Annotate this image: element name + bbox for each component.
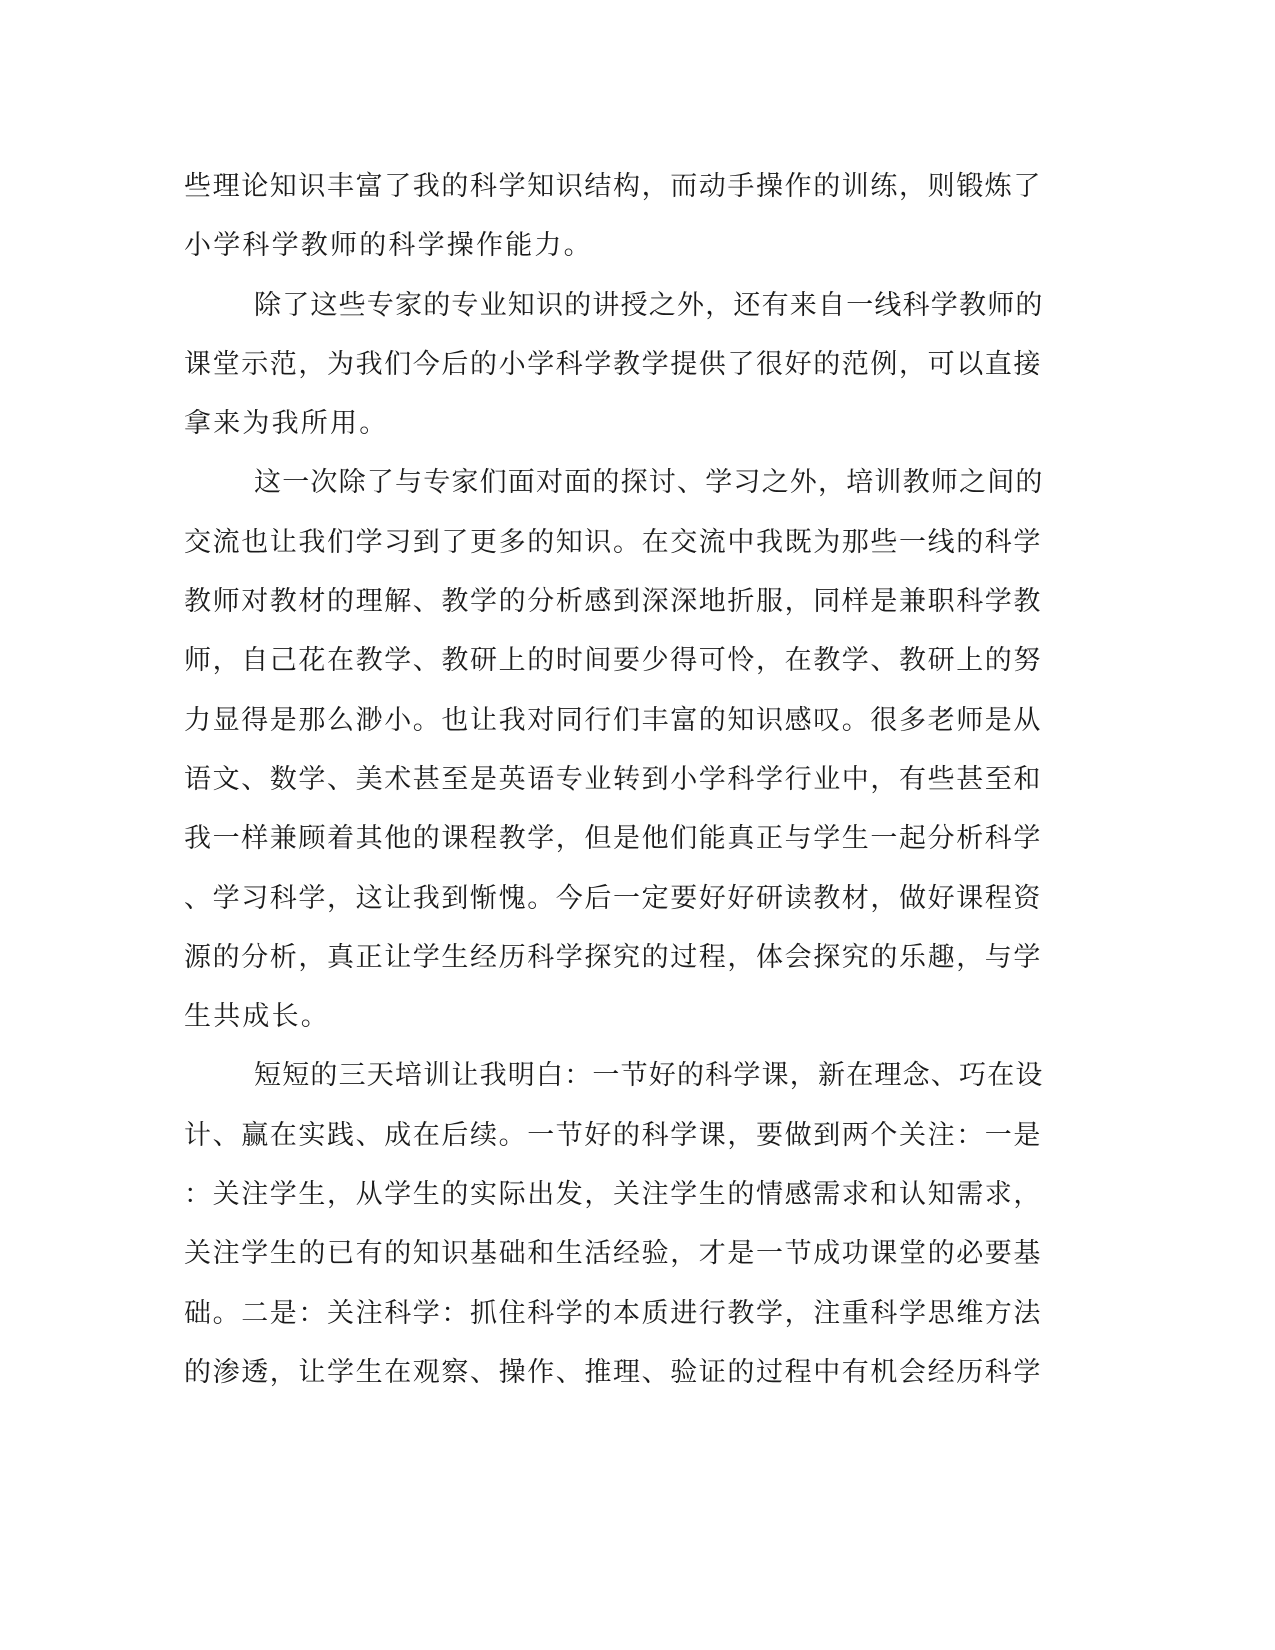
text-line: 些理论知识丰富了我的科学知识结构，而动手操作的训练，则锻炼了	[184, 171, 1042, 202]
paragraph	[184, 453, 1044, 1046]
text-line: 这一次除了与专家们面对面的探讨、学习之外，培训教师之间的	[254, 467, 1044, 499]
text-line: 我一样兼顾着其他的课程教学，但是他们能真正与学生一起分析科学	[184, 823, 1042, 855]
text-line: ：关注学生，从学生的实际出发，关注学生的情感需求和认知需求，	[184, 1179, 1042, 1211]
text-line: 力显得是那么渺小。也让我对同行们丰富的知识感叹。很多老师是从	[184, 704, 1042, 736]
paragraph	[184, 1046, 1044, 1402]
text-line: 课堂示范，为我们今后的小学科学教学提供了很好的范例，可以直接	[184, 348, 1042, 380]
text-line: 计、赢在实践、成在后续。一节好的科学课，要做到两个关注：一是	[184, 1119, 1042, 1151]
text-line: 生共成长。	[184, 1001, 330, 1033]
text-line: 交流也让我们学习到了更多的知识。在交流中我既为那些一线的科学	[184, 526, 1042, 558]
text-line: 除了这些专家的专业知识的讲授之外，还有来自一线科学教师的	[254, 289, 1044, 321]
text-line: 的渗透，让学生在观察、操作、推理、验证的过程中有机会经历科学	[184, 1356, 1042, 1388]
paragraph	[184, 276, 1044, 454]
text-line: 师，自己花在教学、教研上的时间要少得可怜，在教学、教研上的努	[184, 645, 1042, 677]
text-line: 、学习科学，这让我到惭愧。今后一定要好好研读教材，做好课程资	[184, 882, 1042, 914]
text-line: 小学科学教师的科学操作能力。	[184, 230, 593, 262]
paragraph	[184, 157, 1044, 276]
text-line: 短短的三天培训让我明白：一节好的科学课，新在理念、巧在设	[254, 1060, 1044, 1092]
text-line: 础。二是：关注科学：抓住科学的本质进行教学，注重科学思维方法	[184, 1297, 1042, 1329]
text-line: 关注学生的已有的知识基础和生活经验，才是一节成功课堂的必要基	[184, 1238, 1042, 1270]
document-body	[184, 157, 1044, 1402]
text-line: 教师对教材的理解、教学的分析感到深深地折服，同样是兼职科学教	[184, 586, 1042, 618]
text-line: 语文、数学、美术甚至是英语专业转到小学科学行业中，有些甚至和	[184, 763, 1042, 795]
text-line: 源的分析，真正让学生经历科学探究的过程，体会探究的乐趣，与学	[184, 941, 1042, 973]
text-line: 拿来为我所用。	[184, 408, 389, 440]
